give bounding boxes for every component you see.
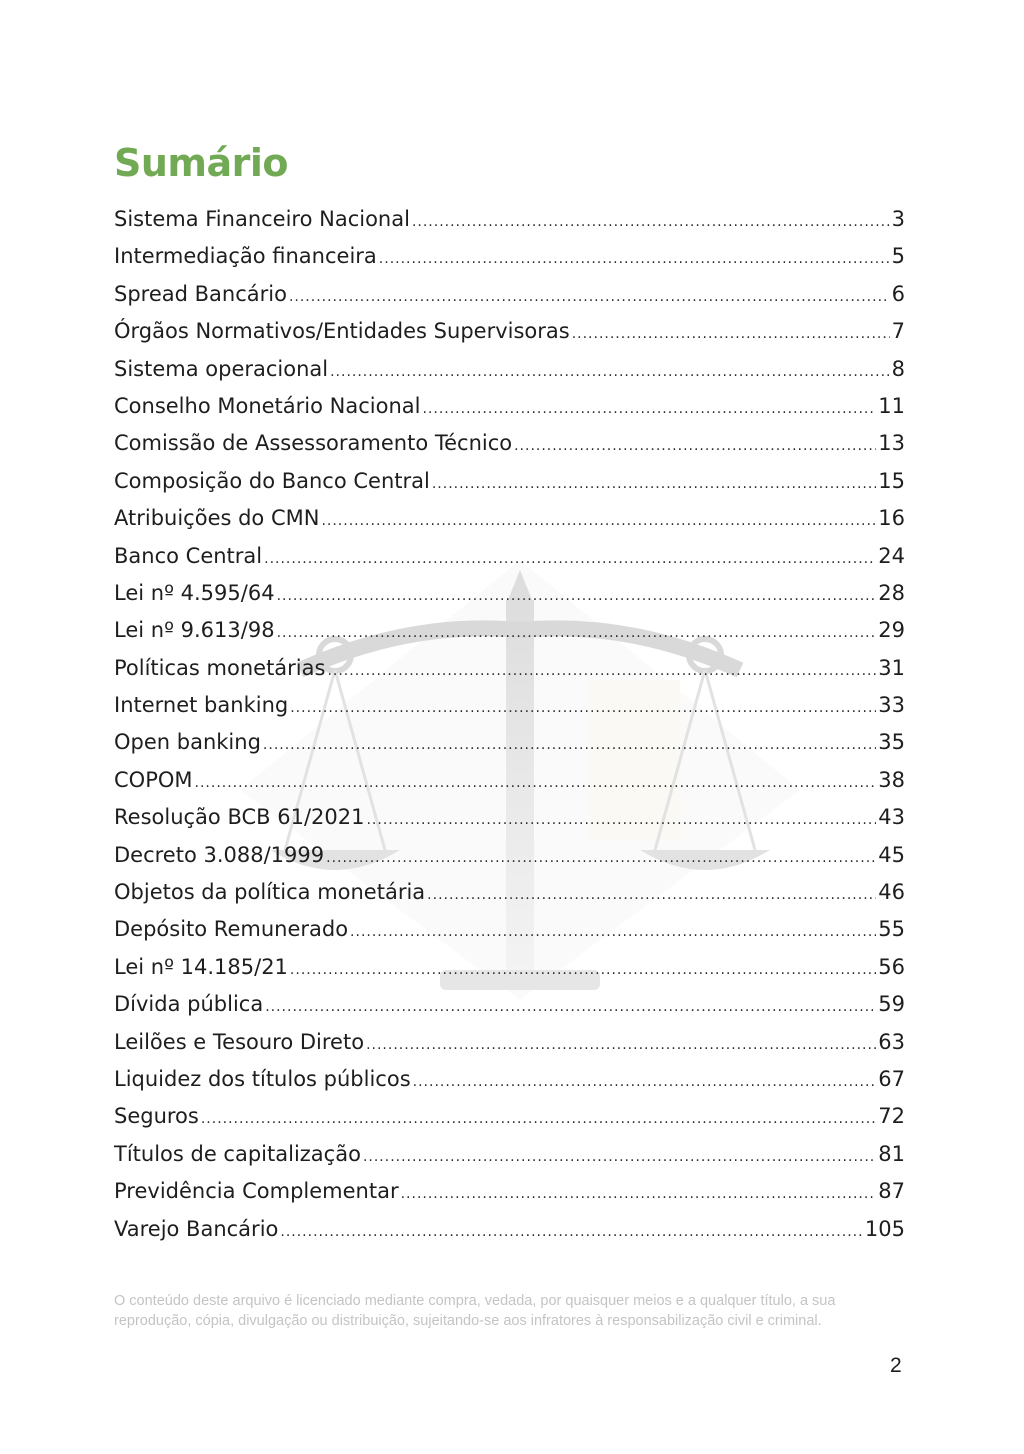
toc-entry-page: 31 (878, 655, 905, 680)
toc-dot-leader (401, 1176, 877, 1213)
toc-entry-page: 8 (891, 356, 905, 381)
toc-entry-label: Previdência Complementar (114, 1179, 399, 1204)
toc-entry-page: 6 (891, 281, 905, 306)
toc-entry-page: 11 (878, 393, 905, 418)
toc-entry (114, 650, 905, 687)
toc-entry-page: 5 (891, 244, 905, 269)
toc-entry-page: 56 (878, 954, 905, 979)
toc-dot-leader (514, 428, 876, 465)
toc-entry (114, 1136, 905, 1173)
toc-entry-label: Conselho Monetário Nacional (114, 393, 421, 418)
toc-dot-leader (289, 279, 890, 316)
toc-entry-page: 46 (878, 880, 905, 905)
toc-entry-label: Liquidez dos títulos públicos (114, 1066, 411, 1091)
toc-entry (114, 313, 905, 350)
toc-dot-leader (366, 1027, 876, 1064)
toc-entry-label: Internet banking (114, 693, 289, 718)
toc-entry-page: 43 (878, 805, 905, 830)
toc-entry-label: Intermediação financeira (114, 244, 377, 269)
toc-dot-leader (326, 840, 876, 877)
toc-entry-label: Lei nº 4.595/64 (114, 580, 275, 605)
toc-dot-leader (277, 615, 877, 652)
toc-entry-page: 35 (878, 730, 905, 755)
toc-entry-label: Comissão de Assessoramento Técnico (114, 431, 513, 456)
toc-entry (114, 351, 905, 388)
toc-entry-page: 3 (891, 207, 905, 231)
toc-dot-leader (572, 316, 890, 353)
toc-entry (114, 425, 905, 462)
toc-entry-label: Seguros (114, 1104, 199, 1129)
toc-entry-page: 28 (878, 580, 905, 605)
toc-entry (114, 276, 905, 313)
toc-entry-label: Lei nº 9.613/98 (114, 618, 275, 643)
toc-entry-label: Open banking (114, 730, 261, 755)
toc-entry-label: Leilões e Tesouro Direto (114, 1029, 365, 1054)
toc-entry-label: Lei nº 14.185/21 (114, 954, 288, 979)
page-number: 2 (890, 1354, 902, 1377)
toc-entry-label: Banco Central (114, 543, 263, 568)
toc-entry-page: 7 (891, 319, 905, 344)
toc-entry-label: Depósito Remunerado (114, 917, 349, 942)
toc-dot-leader (265, 989, 876, 1026)
toc-entry (114, 612, 905, 649)
toc-entry (114, 1173, 905, 1210)
toc-dot-leader (412, 204, 890, 241)
toc-entry-page: 15 (878, 468, 905, 493)
toc-dot-leader (277, 578, 877, 615)
toc-entry-label: Sistema operacional (114, 356, 329, 381)
toc-dot-leader (350, 914, 876, 951)
toc-entry (114, 201, 905, 238)
toc-dot-leader (290, 690, 876, 727)
toc-dot-leader (290, 952, 876, 989)
toc-entry-label: COPOM (114, 767, 193, 792)
toc-entry (114, 1211, 905, 1248)
toc-entry-label: Atribuições do CMN (114, 506, 320, 531)
toc-entry-page: 24 (878, 543, 905, 568)
license-notice: O conteúdo deste arquivo é licenciado mediante compra, vedada, por quaisquer meios e a qualquer título, a sua reprodução, cópia, divulgação ou distribuição, sujeitando-se aos infratores à responsabilização civil e criminal. (114, 1293, 836, 1329)
toc-entry (114, 575, 905, 612)
toc-entry-page: 59 (878, 992, 905, 1017)
toc-entry-label: Dívida pública (114, 992, 264, 1017)
toc-dot-leader (363, 1139, 876, 1176)
toc-entry-label: Resolução BCB 61/2021 (114, 805, 365, 830)
toc-entry-page: 38 (878, 767, 905, 792)
toc-entry (114, 724, 905, 761)
toc-entry-page: 13 (878, 431, 905, 456)
toc-dot-leader (379, 241, 890, 278)
toc-entry-page: 55 (878, 917, 905, 942)
toc-dot-leader (366, 802, 876, 839)
toc-entry-label: Varejo Bancário (114, 1216, 279, 1241)
toc-entry-label: Objetos da política monetária (114, 880, 426, 905)
toc-entry (114, 874, 905, 911)
toc-entry-page: 63 (878, 1029, 905, 1054)
toc-entry-page: 87 (878, 1179, 905, 1204)
toc-dot-leader (413, 1064, 877, 1101)
toc-dot-leader (280, 1214, 863, 1251)
toc-entry (114, 1024, 905, 1061)
toc-entry-label: Títulos de capitalização (114, 1141, 361, 1166)
toc-entry-label: Políticas monetárias (114, 655, 326, 680)
toc-entry-page: 45 (878, 842, 905, 867)
toc-entry-page: 81 (878, 1141, 905, 1166)
toc-entry (114, 949, 905, 986)
toc-entry-page: 72 (878, 1104, 905, 1129)
toc-entry (114, 837, 905, 874)
toc-entry (114, 500, 905, 537)
toc-dot-leader (264, 541, 876, 578)
toc-entry-page: 105 (864, 1216, 905, 1241)
toc-entry (114, 238, 905, 275)
toc-entry (114, 911, 905, 948)
table-of-contents (114, 201, 905, 1248)
toc-entry-page: 67 (878, 1066, 905, 1091)
toc-dot-leader (432, 466, 876, 503)
toc-entry (114, 687, 905, 724)
toc-dot-leader (201, 1101, 876, 1138)
toc-entry (114, 388, 905, 425)
toc-dot-leader (427, 877, 876, 914)
toc-entry (114, 538, 905, 575)
toc-entry-label: Órgãos Normativos/Entidades Supervisoras (114, 319, 570, 344)
toc-entry-page: 16 (878, 506, 905, 531)
toc-entry-page: 33 (878, 693, 905, 718)
toc-dot-leader (327, 653, 876, 690)
toc-entry-label: Spread Bancário (114, 281, 287, 306)
toc-entry (114, 762, 905, 799)
toc-entry (114, 463, 905, 500)
toc-entry (114, 986, 905, 1023)
toc-entry (114, 1098, 905, 1135)
toc-entry-label: Composição do Banco Central (114, 468, 430, 493)
toc-dot-leader (321, 503, 876, 540)
toc-entry-page: 29 (878, 618, 905, 643)
toc-dot-leader (195, 765, 877, 802)
toc-dot-leader (263, 727, 876, 764)
toc-entry-label: Decreto 3.088/1999 (114, 842, 325, 867)
toc-entry-label: Sistema Financeiro Nacional (114, 207, 410, 231)
toc-entry (114, 1061, 905, 1098)
toc-entry (114, 799, 905, 836)
toc-dot-leader (330, 354, 890, 391)
toc-dot-leader (422, 391, 876, 428)
page-title: Sumário (114, 141, 289, 186)
